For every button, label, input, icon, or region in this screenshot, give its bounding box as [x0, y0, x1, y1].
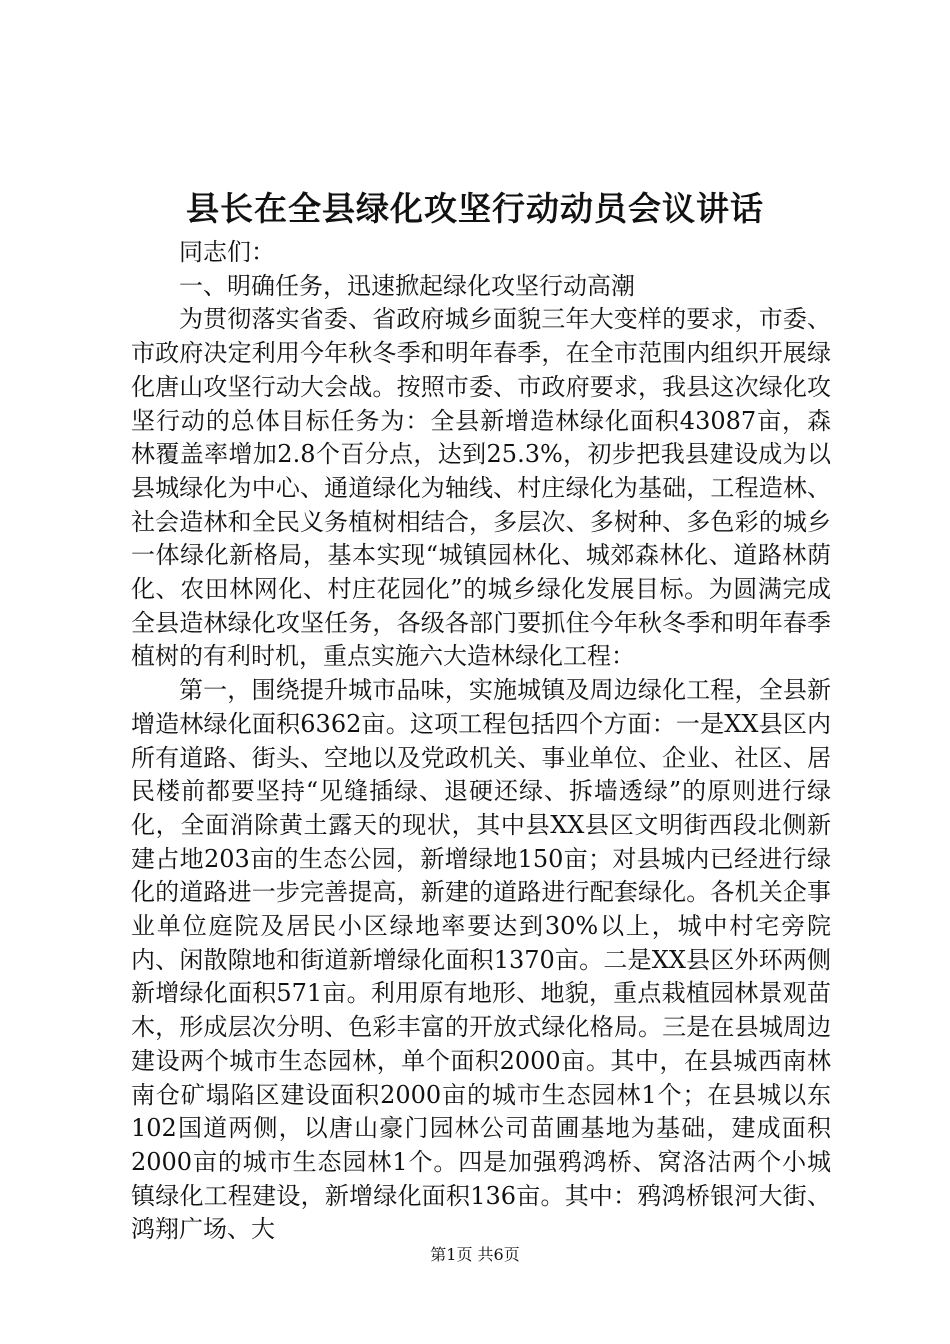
document-title: 县长在全县绿化攻坚行动动员会议讲话	[186, 189, 764, 228]
page-footer: 第1页 共6页	[430, 1245, 520, 1264]
body-paragraph: 为贯彻落实省委、省政府城乡面貌三年大变样的要求，市委、市政府决定利用今年秋冬季和明年春季，在全市范围内组织开展绿化唐山攻坚行动大会战。按照市委、市政府要求，我县这次绿化攻坚行动的总体目标任务为：全县新增造林绿化面积43087亩，森林覆盖率增加2.8个百分点，达到25.3%，初步把我县建设成为以县城绿化为中心、通道绿化为轴线、村庄绿化为基础，工程造林、社会造林和全民义务植树相结合，多层次、多树种、多色彩的城乡一体绿化新格局，基本实现“城镇园林化、城郊森林化、道路林荫化、农田林网化、村庄花园化”的城乡绿化发展目标。为圆满完成全县造林绿化攻坚任务，各级各部门要抓住今年秋冬季和明年春季植树的有利时机，重点实施六大造林绿化工程：	[131, 305, 831, 671]
salutation: 同志们：	[179, 238, 275, 266]
section-heading: 一、明确任务，迅速掀起绿化攻坚行动高潮	[179, 271, 635, 300]
document-body	[131, 236, 831, 1247]
body-paragraph: 第一，围绕提升城市品味，实施城镇及周边绿化工程，全县新增造林绿化面积6362亩。这项工程包括四个方面：一是XX县区内所有道路、街头、空地以及党政机关、事业单位、企业、社区、居民楼前都要坚持“见缝插绿、退硬还绿、拆墙透绿”的原则进行绿化，全面消除黄土露天的现状，其中县XX县区文明街西段北侧新建占地203亩的生态公园，新增绿地150亩；对县城内已经进行绿化的道路进一步完善提高，新建的道路进行配套绿化。各机关企事业单位庭院及居民小区绿地率要达到30%以上，城中村宅旁院内、闲散隙地和街道新增绿化面积1370亩。二是XX县区外环两侧新增绿化面积571亩。利用原有地形、地貌，重点栽植园林景观苗木，形成层次分明、色彩丰富的开放式绿化格局。三是在县城周边建设两个城市生态园林，单个面积2000亩。其中，在县城西南林南仓矿塌陷区建设面积2000亩的城市生态园林1个；在县城以东102国道两侧，以唐山豪门园林公司苗圃基地为基础，建成面积2000亩的城市生态园林1个。四是加强鸦鸿桥、窝洛沽两个小城镇绿化工程建设，新增绿化面积136亩。其中：鸦鸿桥银河大街、鸿翔广场、大	[131, 676, 831, 1244]
